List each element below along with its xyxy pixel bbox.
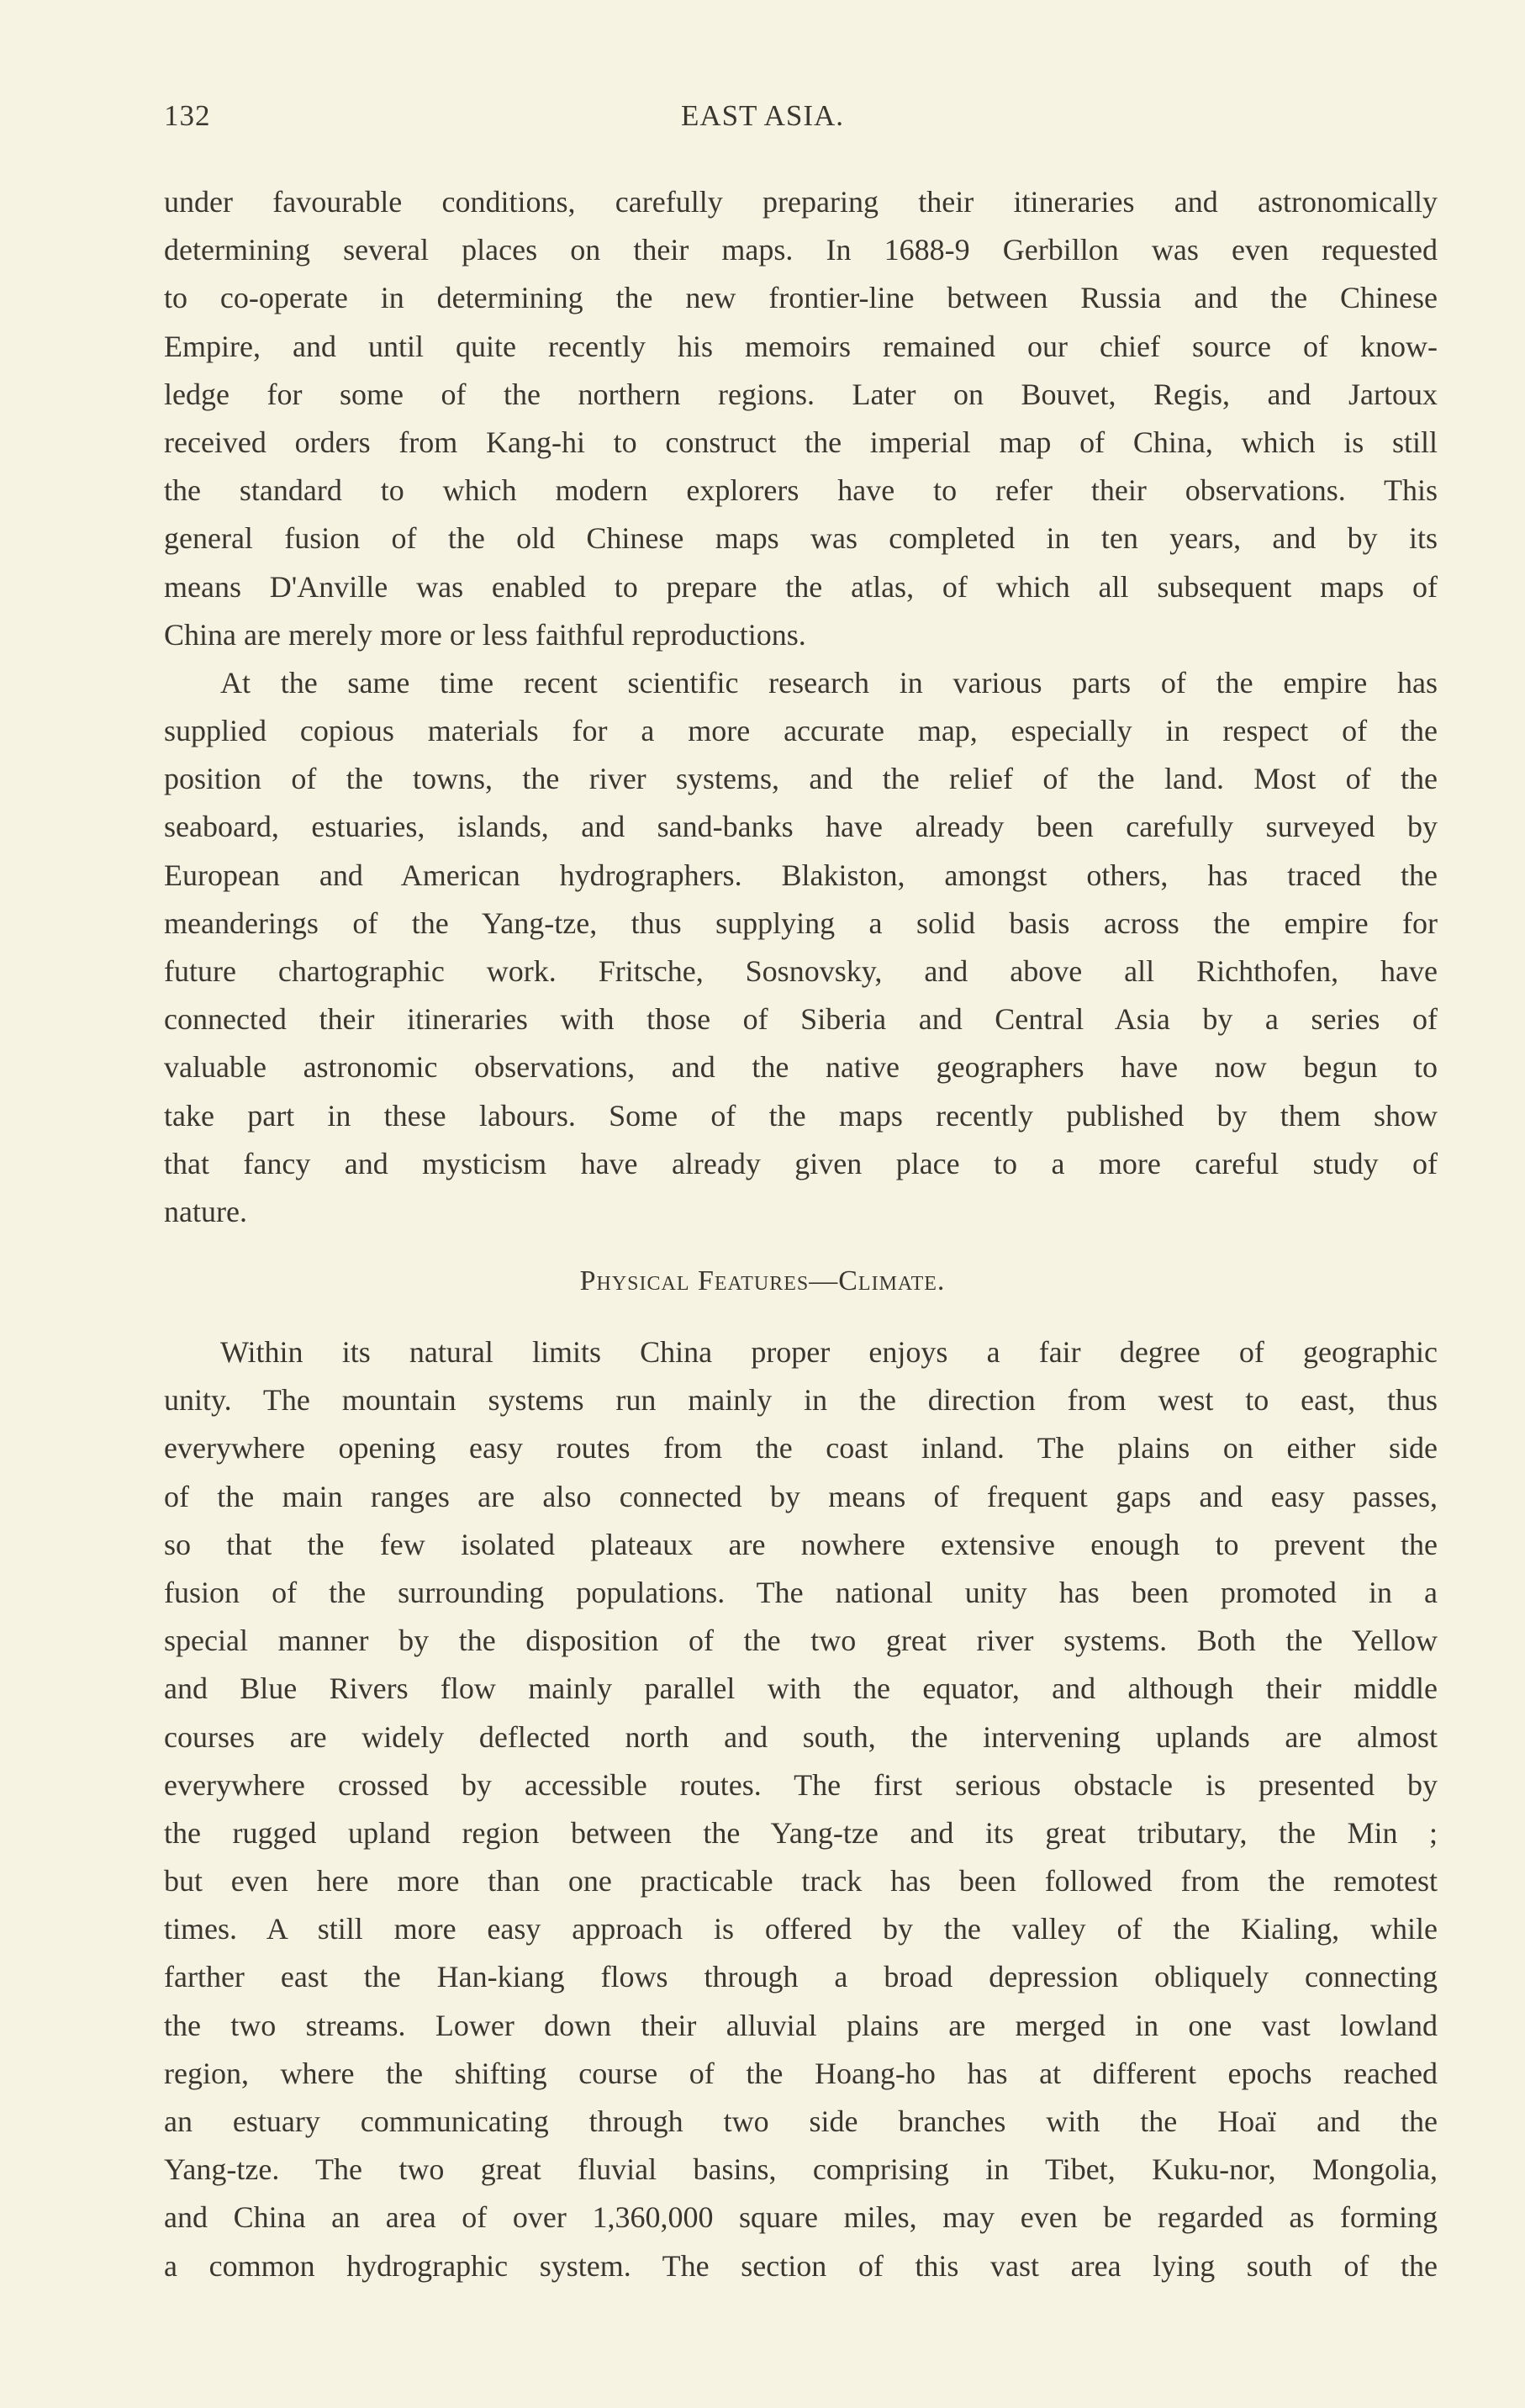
text-line: position of the towns, the river systems, and the relief of the land. Most of the [164,762,1438,796]
text-line: to co-operate in determining the new frontier-line between Russia and the Chinese [164,281,1438,315]
text-line: valuable astronomic observations, and the native geographers have now begun to [164,1050,1438,1085]
text-line: farther east the Han-kiang flows through a broad depression obliquely connecting [164,1960,1438,1994]
text-line: unity. The mountain systems run mainly in the direction from west to east, thus [164,1383,1438,1418]
text-line: that fancy and mysticism have already given place to a more careful study of [164,1146,1438,1180]
text-line: Empire, and until quite recently his memoirs remained our chief source of know- [164,329,1438,363]
text-line: and China an area of over 1,360,000 square miles, may even be regarded as forming [164,2200,1438,2235]
text-line: everywhere opening easy routes from the coast inland. The plains on either side [164,1431,1438,1465]
text-line: courses are widely deflected north and south, the intervening uplands are almost [164,1719,1438,1754]
text-line: meanderings of the Yang-tze, thus supplying a solid basis across the empire for [164,906,1438,940]
text-line: a common hydrographic system. The section of this vast area lying south of the [164,2248,1438,2283]
text-line: region, where the shifting course of the Hoang-ho has at different epochs reached [164,2056,1438,2090]
text-line: future chartographic work. Fritsche, Sosnovsky, and above all Richthofen, have [164,954,1438,988]
text-line: nature. [164,1194,247,1228]
text-line: Yang-tze. The two great fluvial basins, comprising in Tibet, Kuku-nor, Mongolia, [164,2152,1438,2187]
running-title: EAST ASIA. [680,99,845,132]
text-line: but even here more than one practicable track has been followed from the remotest [164,1864,1438,1898]
text-line: received orders from Kang-hi to construct the imperial map of China, which is still [164,425,1438,459]
text-line: Within its natural limits China proper enjoys a fair degree of geographic [220,1335,1438,1369]
text-line: of the main ranges are also connected by means of frequent gaps and easy passes, [164,1479,1438,1513]
page-number: 132 [164,99,211,132]
text-line: the two streams. Lower down their alluvial plains are merged in one vast lowland [164,2008,1438,2042]
text-line: and Blue Rivers flow mainly parallel with the equator, and although their middle [164,1671,1438,1706]
text-line: At the same time recent scientific research in various parts of the empire has [220,665,1438,700]
text-line: times. A still more easy approach is offered by the valley of the Kialing, while [164,1912,1438,1946]
text-line: ledge for some of the northern regions. Later on Bouvet, Regis, and Jartoux [164,377,1438,411]
text-line: so that the few isolated plateaux are nowhere extensive enough to prevent the [164,1527,1438,1561]
text-line: general fusion of the old Chinese maps was completed in ten years, and by its [164,521,1438,556]
text-line: determining several places on their maps. In 1688-9 Gerbillon was even requested [164,233,1438,267]
body-text-top [164,178,1438,1236]
text-line: connected their itineraries with those of Siberia and Central Asia by a series of [164,1002,1438,1037]
text-line: seaboard, estuaries, islands, and sand-banks have already been carefully surveyed by [164,810,1438,844]
text-line: the standard to which modern explorers have to refer their observations. This [164,473,1438,508]
text-line: an estuary communicating through two side branches with the Hoaï and the [164,2104,1438,2138]
text-line: supplied copious materials for a more accurate map, especially in respect of the [164,714,1438,748]
text-line: fusion of the surrounding populations. The national unity has been promoted in a [164,1575,1438,1609]
text-line: European and American hydrographers. Blakiston, amongst others, has traced the [164,858,1438,892]
text-line: China are merely more or less faithful reproductions. [164,617,806,652]
text-line: everywhere crossed by accessible routes. The first serious obstacle is presented by [164,1767,1438,1802]
text-line: under favourable conditions, carefully preparing their itineraries and astronomically [164,185,1438,219]
body-text-section [164,1328,1438,2290]
text-line: take part in these labours. Some of the maps recently published by them show [164,1098,1438,1133]
text-line: special manner by the disposition of the two great river systems. Both the Yellow [164,1624,1438,1658]
text-line: the rugged upland region between the Yang-tze and its great tributary, the Min ; [164,1815,1438,1850]
text-line: means D'Anville was enabled to prepare the atlas, of which all subsequent maps of [164,569,1438,604]
section-heading: Physical Features—Climate. [579,1265,946,1296]
